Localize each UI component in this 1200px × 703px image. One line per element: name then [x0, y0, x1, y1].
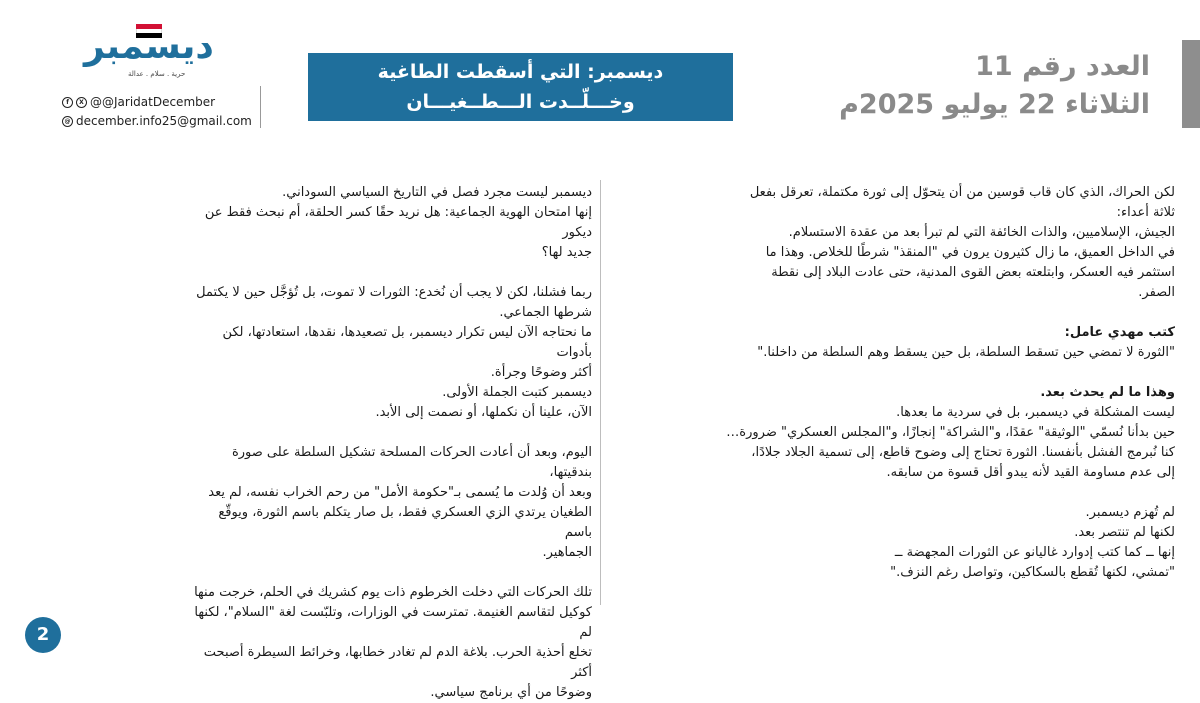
text-line: الجماهير.	[542, 545, 592, 560]
text-line: ربما فشلنا، لكن لا يجب أن نُخدع: الثورات لا تموت، بل تُؤجَّل حين لا يكتمل	[196, 285, 592, 300]
text-line: ديسمبر كتبت الجملة الأولى.	[442, 385, 592, 400]
article-column-right	[635, 183, 1175, 583]
text-line: تخلع أحذية الحرب. بلاغة الدم لم تغادر خطابها، وخرائط السيطرة أصبحت أكثر	[203, 645, 592, 680]
subheading: وهذا ما لم يحدث بعد.	[1040, 385, 1175, 400]
page-number: 2	[25, 617, 61, 653]
text-line: حين بدأنا نُسمّي "الوثيقة" عقدًا، و"الشراكة" إنجازًا، و"المجلس العسكري" ضرورة…	[726, 425, 1175, 440]
contact-info	[62, 93, 254, 131]
paragraph	[192, 183, 592, 263]
text-line: جديد لها؟	[541, 245, 592, 260]
article-column-left	[192, 183, 592, 703]
text-line: الآن، علينا أن نكملها، أو نصمت إلى الأبد.	[375, 405, 592, 420]
text-line: "تمشي، لكنها تُقطع بالسكاكين، وتواصل رغم النزف."	[890, 565, 1175, 580]
issue-date: الثلاثاء 22 يوليو 2025م	[839, 89, 1150, 120]
social-handle: @@JaridatDecember	[90, 95, 216, 109]
text-line: لم تُهزم ديسمبر.	[1085, 505, 1175, 520]
paragraph	[635, 183, 1175, 303]
text-line: إنها امتحان الهوية الجماعية: هل نريد حقًا كسر الحلقة، أم نبحث فقط عن ديكور	[204, 205, 592, 240]
newspaper-logo	[84, 22, 244, 78]
text-line: إنها ــ كما كتب إدوارد غاليانو عن الثورات المجهضة ــ	[894, 545, 1175, 560]
issue-info	[820, 48, 1150, 124]
subheading: كتب مهدي عامل:	[1064, 325, 1175, 340]
text-line: شرطها الجماعي.	[499, 305, 592, 320]
column-divider	[600, 180, 601, 605]
text-line: ليست المشكلة في ديسمبر، بل في سردية ما بعدها.	[896, 405, 1175, 420]
text-line: الجيش، الإسلاميين، والذات الخائفة التي لم تبرأ بعد من عقدة الاستسلام.	[788, 225, 1175, 240]
text-line: اليوم، وبعد أن أعادت الحركات المسلحة تشكيل السلطة على صورة بندقيتها،	[231, 445, 592, 480]
text-line: كوكيل لتقاسم الغنيمة. تمترست في الوزارات، وتلبّست لغة "السلام"، لكنها لم	[194, 605, 592, 640]
social-row	[62, 93, 254, 112]
email-icon: @	[62, 116, 73, 127]
text-line: ثلاثة أعداء:	[1116, 205, 1175, 220]
header-divider	[260, 86, 261, 128]
paragraph	[192, 283, 592, 423]
logo-text: ديسمبر	[84, 26, 214, 67]
email-row	[62, 112, 254, 131]
edge-marker	[1182, 40, 1200, 128]
text-line: لكنها لم تنتصر بعد.	[1074, 525, 1175, 540]
text-line: كنا نُبرمج الفشل بأنفسنا. الثورة تحتاج إلى وضوح قاطع، إلى تسمية الجلاد جلادًا،	[751, 445, 1175, 460]
text-line: استثمر فيه العسكر، وابتلعته بعض القوى المدنية، حتى عادت البلاد إلى نقطة	[771, 265, 1175, 280]
email-address: december.info25@gmail.com	[76, 114, 252, 128]
title-line-1: ديسمبر: التي أسقطت الطاغية	[377, 61, 664, 83]
text-line: وبعد أن وُلدت ما يُسمى بـ"حكومة الأمل" من رحم الخراب نفسه، لم يعد	[208, 485, 592, 500]
text-line: وضوحًا من أي برنامج سياسي.	[430, 685, 592, 700]
text-line: تلك الحركات التي دخلت الخرطوم ذات يوم كشريك في الحلم، خرجت منها	[194, 585, 592, 600]
facebook-icon: f	[62, 97, 73, 108]
article-title-box	[308, 53, 733, 121]
text-line: في الداخل العميق، ما زال كثيرون يرون في "المنقذ" شرطًا للخلاص. وهذا ما	[765, 245, 1175, 260]
logo-tagline: حرية . سلام . عدالة	[128, 70, 186, 78]
text-line: أكثر وضوحًا وجرأة.	[490, 365, 592, 380]
title-line-2: وخـــلّــدت الـــطــغيـــان	[406, 91, 635, 113]
issue-number: العدد رقم 11	[975, 51, 1150, 82]
text-line: الصفر.	[1138, 285, 1175, 300]
x-icon: X	[76, 97, 87, 108]
paragraph	[635, 503, 1175, 583]
text-line: الطغيان يرتدي الزي العسكري فقط، بل صار يتكلم باسم الثورة، ويوقّع باسم	[218, 505, 592, 540]
paragraph	[192, 583, 592, 703]
text-line: ديسمبر ليست مجرد فصل في التاريخ السياسي السوداني.	[282, 185, 592, 200]
paragraph	[635, 403, 1175, 483]
quote: "الثورة لا تمضي حين تسقط السلطة، بل حين يسقط وهم السلطة من داخلنا."	[757, 345, 1175, 360]
text-line: إلى عدم مساومة القيد لأنه يبدو أقل قسوة من سابقه.	[886, 465, 1175, 480]
text-line: لكن الحراك، الذي كان قاب قوسين من أن يتحوّل إلى ثورة مكتملة، تعرقل بفعل	[749, 185, 1175, 200]
text-line: ما نحتاجه الآن ليس تكرار ديسمبر، بل تصعيدها، نقدها، استعادتها، لكن بأدوات	[222, 325, 592, 360]
paragraph	[192, 443, 592, 563]
